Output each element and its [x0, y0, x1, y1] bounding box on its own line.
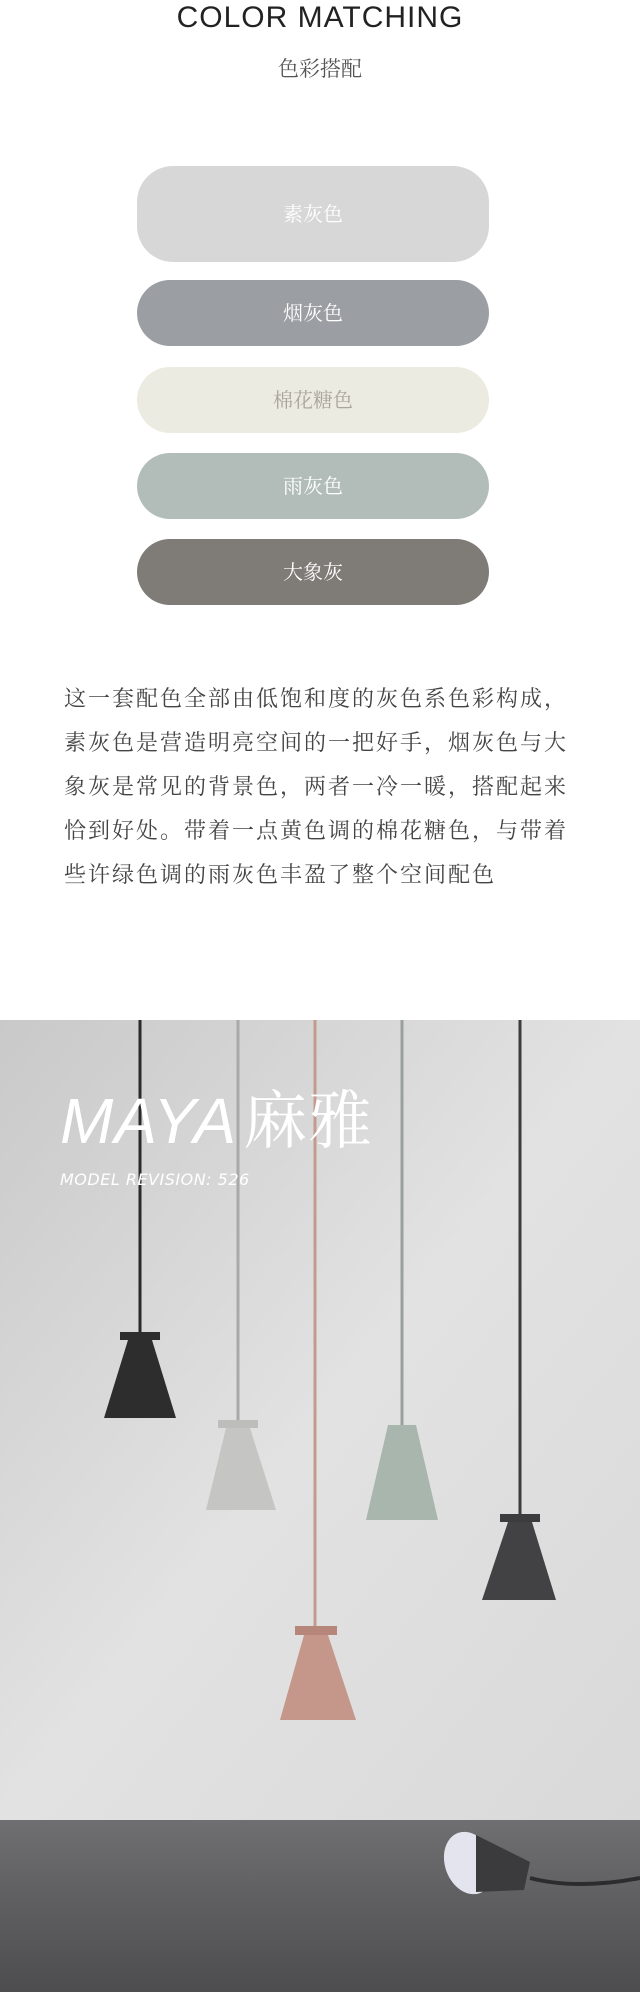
brand-chinese: 麻雅 [243, 1085, 374, 1157]
brand-title [60, 1085, 373, 1157]
swatch-label: 素灰色 [283, 202, 343, 226]
swatch-label: 烟灰色 [283, 301, 343, 325]
brand-latin: MAYA [60, 1085, 238, 1157]
swatch-da-xiang-hui [137, 539, 489, 605]
description-paragraph: 这一套配色全部由低饱和度的灰色系色彩构成，素灰色是营造明亮空间的一把好手，烟灰色与大象灰是常见的背景色，两者一冷一暖，搭配起来恰到好处。带着一点黄色调的棉花糖色，与带着些许绿色调的雨灰色丰盈了整个空间配色 [64, 687, 569, 888]
page-title: COLOR MATCHING [176, 1, 464, 34]
swatch-label: 雨灰色 [283, 474, 343, 498]
swatch-label: 棉花糖色 [273, 388, 353, 412]
swatch-mian-hua-tang [137, 367, 489, 433]
swatch-su-hui [137, 166, 489, 262]
swatch-label: 大象灰 [283, 560, 343, 584]
swatch-yu-hui [137, 453, 489, 519]
model-revision: MODEL REVISION: 526 [60, 1170, 250, 1189]
swatch-yan-hui [137, 280, 489, 346]
page-subtitle: 色彩搭配 [278, 57, 362, 81]
product-photo [0, 1020, 640, 1992]
